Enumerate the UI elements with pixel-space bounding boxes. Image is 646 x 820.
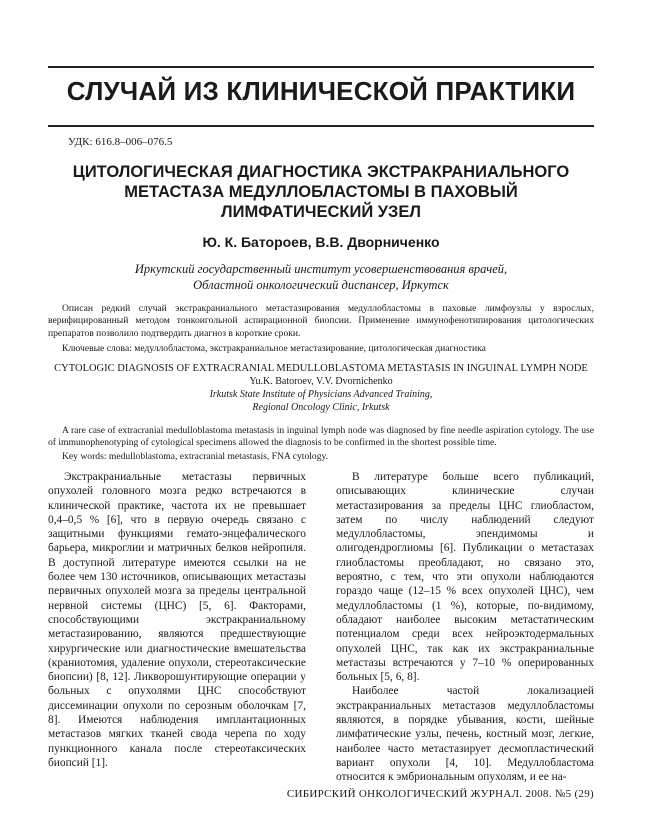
abstract-ru <box>48 303 594 340</box>
affiliation-ru-line: Иркутский государственный институт усовершенствования врачей, <box>134 262 508 276</box>
title-ru-line: ЛИМФАТИЧЕСКИЙ УЗЕЛ <box>221 203 421 221</box>
body-paragraph: В литературе больше всего публикаций, описывающих клинические случаи метастазирования за пределы ЦНС глиобластом, затем по числу наблюдений следуют медуллобластомы, эпендимомы и олигодендроглиомы [6]. Публикации о метастазах глиобластомы преобладают, но связано это, вероятно, с тем, что эти опухоли наблюдаются гораздо чаще (12–15 % всех опухолей ЦНС), чем медуллобластомы (1 %), которые, по-видимому, обладают наиболее высоким метастатическим потенциалом среди всех нейроэктодермальных опухолей ЦНС, так как их экстракраниальные метастазы встречаются у 7–10 % оперированных больных [5, 6, 8]. <box>336 471 594 684</box>
article-title-ru <box>48 162 594 222</box>
section-title: СЛУЧАЙ ИЗ КЛИНИЧЕСКОЙ ПРАКТИКИ <box>66 76 576 106</box>
affiliation-en <box>48 389 594 414</box>
abstract-en <box>48 425 594 450</box>
keywords-en: Key words: medulloblastoma, extracranial metastasis, FNA cytology. <box>62 451 329 462</box>
body-paragraph: Наиболее частой локализацией экстракраниальных метастазов медуллобластомы являются, в порядке убывания, кости, шейные лимфатические узлы, печень, костный мозг, легкие, наиболее часто метастазирует десмопластический вариант опухоли [4, 10]. Медуллобластома относится к эмбриональным опухолям, и ее на- <box>336 685 594 784</box>
body-column-right <box>336 470 594 785</box>
affiliation-ru <box>48 261 594 293</box>
article-title-en: CYTOLOGIC DIAGNOSIS OF EXTRACRANIAL MEDULLOBLASTOMA METASTASIS IN INGUINAL LYMPH NODE <box>54 363 588 374</box>
body-paragraph: Экстракраниальные метастазы первичных опухолей головного мозга редко встречаются в клинической практике, частота их не превышает 0,4–0,5 % [6], что в первую очередь связано с защитными функциями гемато-энцефалического барьера, микроглии и матричных белков нейропиля. В доступной литературе имеются ссылки на не более чем 130 источников, описывающих метастазы первичных опухолей мозга за пределы центральной нервной системы (ЦНС) [5, 6]. Факторами, способствующими экстракраниальному метастазированию, являются предшествующие хирургические или диагностические вмешательства (краниотомия, удаление опухоли, стереотаксические биопсии) [8, 12]. Ликворошунтирующие операции у больных с опухолями ЦНС способствуют диссеминации опухоли по серозным оболочкам [7, 8]. Имеются наблюдения имплантационных метастазов мягких тканей свода черепа по ходу пункционного канала после стереотаксических биопсий [1]. <box>48 471 306 769</box>
udk-code: УДК: 616.8–006–076.5 <box>68 136 173 148</box>
title-ru-line: ЦИТОЛОГИЧЕСКАЯ ДИАГНОСТИКА ЭКСТРАКРАНИАЛЬНОГО <box>72 163 570 181</box>
authors-ru: Ю. К. Батороев, В.В. Дворниченко <box>202 234 440 250</box>
keywords-ru: Ключевые слова: медуллобластома, экстракраниальное метастазирование, цитологическая диагностика <box>62 343 486 354</box>
authors-en: Yu.K. Batoroev, V.V. Dvornichenko <box>249 376 393 387</box>
affiliation-ru-line: Областной онкологический диспансер, Иркутск <box>193 278 449 292</box>
section-rule-bottom <box>48 125 594 127</box>
body-column-left <box>48 470 306 770</box>
abstract-ru-text: Описан редкий случай экстракраниального метастазирования медуллобластомы в паховые лимфоузлы у взрослых, верифицированный методом тонкоигольной аспирационной биопсии. Применение иммунофенотипирования цитологических препаратов позволило подтвердить диагноз в короткие сроки. <box>48 303 594 339</box>
section-rule-top <box>48 66 594 68</box>
affiliation-en-line: Regional Oncology Clinic, Irkutsk <box>252 401 390 413</box>
abstract-en-text: A rare case of extracranial medulloblastoma metastasis in inguinal lymph node was diagnosed by fine needle aspiration cytology. The use of immunophenotyping of cytological specimens allowed the diagnosis to be confirmed in the shortest possible time. <box>48 425 594 449</box>
journal-footer: СИБИРСКИЙ ОНКОЛОГИЧЕСКИЙ ЖУРНАЛ. 2008. №5 (29) <box>286 788 594 800</box>
title-ru-line: МЕТАСТАЗА МЕДУЛЛОБЛАСТОМЫ В ПАХОВЫЙ <box>124 183 518 201</box>
affiliation-en-line: Irkutsk State Institute of Physicians Advanced Training, <box>209 389 433 400</box>
